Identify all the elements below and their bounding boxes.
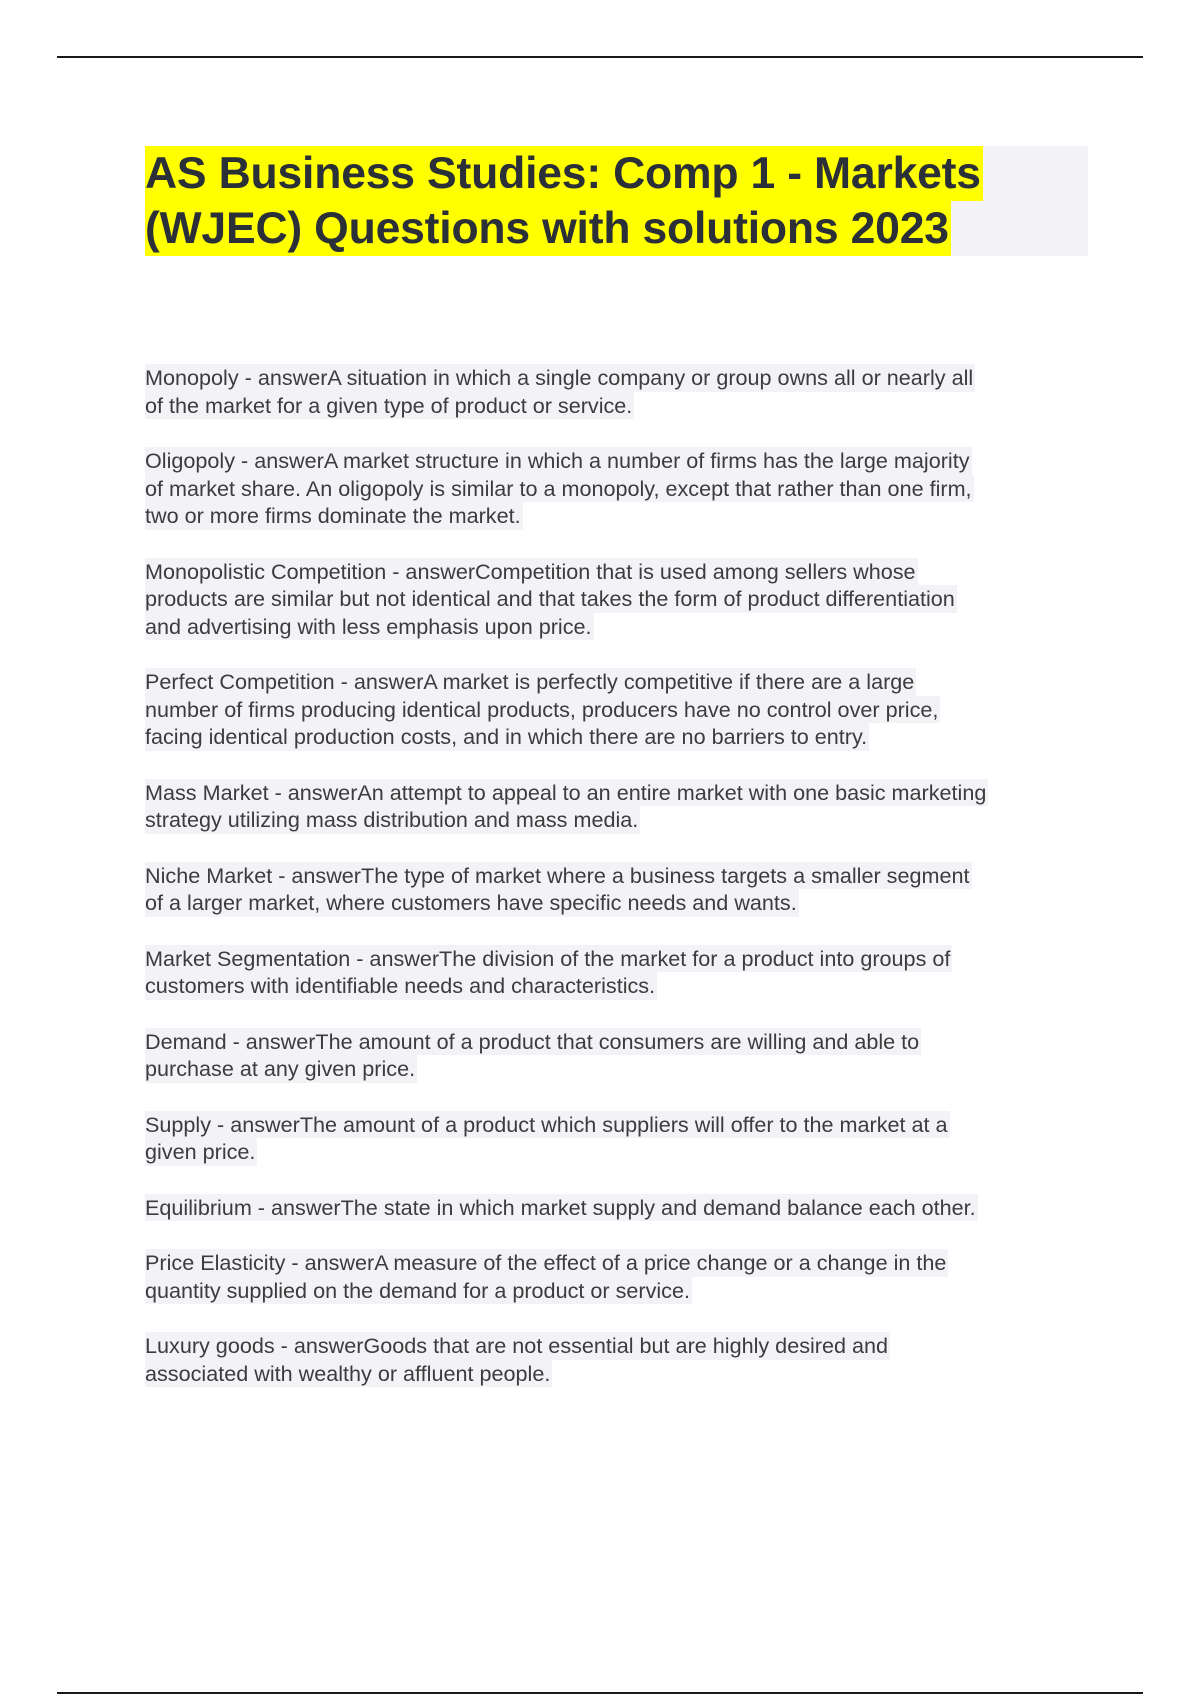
definition-line	[145, 972, 1095, 1000]
definition-entry	[145, 364, 1095, 419]
definition-entry	[145, 862, 1095, 917]
title-line-2	[145, 201, 1088, 256]
definition-entry	[145, 447, 1095, 530]
definition-line	[145, 475, 1095, 503]
definition-text: and advertising with less emphasis upon price.	[145, 613, 592, 639]
definition-line	[145, 1138, 1095, 1166]
definition-text: Monopoly - answerA situation in which a single company or group owns all or nearly all	[145, 365, 974, 390]
definition-line	[145, 696, 1095, 724]
definition-text: quantity supplied on the demand for a product or service.	[145, 1277, 690, 1303]
definition-line	[145, 723, 1095, 751]
definition-line	[145, 862, 1095, 890]
definition-text: of market share. An oligopoly is similar to a monopoly, except that rather than one firm,	[145, 475, 972, 501]
definition-entry	[145, 668, 1095, 751]
definition-text: customers with identifiable needs and characteristics.	[145, 973, 656, 998]
header-rule	[57, 56, 1143, 58]
definition-line	[145, 806, 1095, 834]
definition-text: Monopolistic Competition - answerCompetition that is used among sellers whose	[145, 558, 916, 584]
definition-entry	[145, 1249, 1095, 1304]
definition-text: of a larger market, where customers have specific needs and wants.	[145, 890, 797, 915]
title-line-1	[145, 146, 1088, 201]
title-text: (WJEC) Questions with solutions 2023	[145, 201, 951, 256]
definition-line	[145, 1111, 1095, 1139]
definition-line	[145, 1277, 1095, 1305]
title-text: AS Business Studies: Comp 1 - Markets	[145, 146, 983, 201]
definition-text: strategy utilizing mass distribution and mass media.	[145, 807, 639, 832]
definition-text: Demand - answerThe amount of a product that consumers are willing and able to	[145, 1028, 920, 1054]
definition-line	[145, 1332, 1095, 1360]
definition-text: facing identical production costs, and in which there are no barriers to entry.	[145, 724, 868, 749]
definition-text: of the market for a given type of product or service.	[145, 392, 633, 418]
definition-line	[145, 1360, 1095, 1388]
definition-text: two or more firms dominate the market.	[145, 503, 521, 528]
definition-line	[145, 1028, 1095, 1056]
definition-line	[145, 392, 1095, 420]
definition-text: Supply - answerThe amount of a product which suppliers will offer to the market at a	[145, 1111, 948, 1137]
definition-line	[145, 668, 1095, 696]
definition-text: Luxury goods - answerGoods that are not essential but are highly desired and	[145, 1333, 889, 1358]
definition-line	[145, 1194, 1095, 1222]
definition-text: Price Elasticity - answerA measure of the effect of a price change or a change in the	[145, 1250, 947, 1275]
definition-line	[145, 1055, 1095, 1083]
definition-line	[145, 1249, 1095, 1277]
definition-text: Mass Market - answerAn attempt to appeal to an entire market with one basic marketing	[145, 779, 987, 805]
definition-text: number of firms producing identical products, producers have no control over price,	[145, 696, 939, 722]
definition-line	[145, 779, 1095, 807]
definition-entry	[145, 1194, 1095, 1222]
definition-text: purchase at any given price.	[145, 1056, 416, 1081]
definition-line	[145, 558, 1095, 586]
definition-entry	[145, 1028, 1095, 1083]
definition-text: Niche Market - answerThe type of market where a business targets a smaller segment	[145, 862, 970, 888]
definition-entry	[145, 1111, 1095, 1166]
definition-entry	[145, 779, 1095, 834]
definition-entry	[145, 558, 1095, 641]
definition-text: Oligopoly - answerA market structure in which a number of firms has the large majority	[145, 448, 970, 473]
definition-text: Market Segmentation - answerThe division of the market for a product into groups of	[145, 945, 951, 971]
definition-line	[145, 613, 1095, 641]
definition-text: associated with wealthy or affluent people.	[145, 1360, 551, 1386]
definition-line	[145, 585, 1095, 613]
definition-line	[145, 447, 1095, 475]
definition-entry	[145, 1332, 1095, 1387]
document-title	[145, 146, 1088, 256]
definition-text: Perfect Competition - answerA market is perfectly competitive if there are a large	[145, 669, 915, 694]
definition-line	[145, 889, 1095, 917]
footer-rule	[57, 1692, 1143, 1694]
definition-text: Equilibrium - answerThe state in which market supply and demand balance each other.	[145, 1194, 976, 1220]
definition-line	[145, 945, 1095, 973]
definition-line	[145, 364, 1095, 392]
definition-line	[145, 502, 1095, 530]
definition-entry	[145, 945, 1095, 1000]
definition-text: given price.	[145, 1139, 256, 1164]
definition-text: products are similar but not identical and that takes the form of product differentiation	[145, 586, 955, 611]
definitions-list	[145, 364, 1095, 1415]
